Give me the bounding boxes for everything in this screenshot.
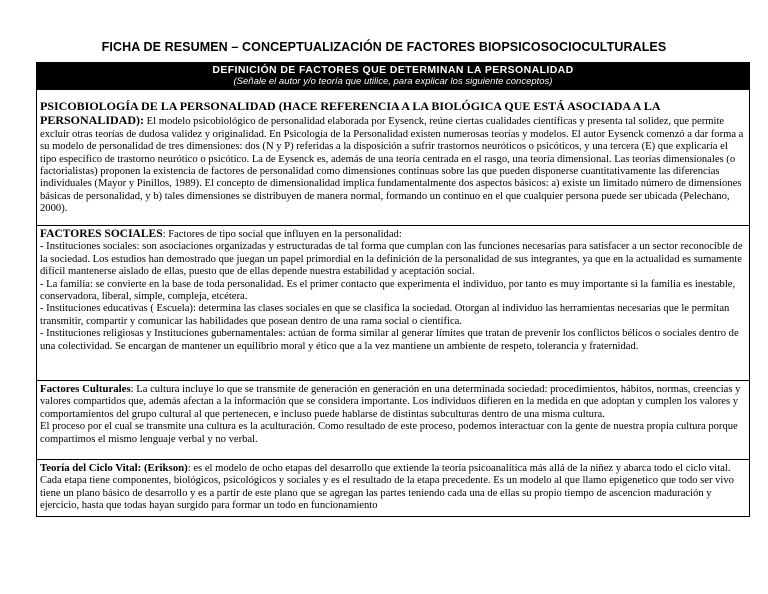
header-band	[37, 63, 749, 90]
ciclo-vital-body: : es el modelo de ocho etapas del desarrollo que extiende la teoría psicoanalítica más allá de la niñez y abarca todo el ciclo vital. Cada etapa tiene componentes, biológicos, psicológicos y sociales y es el resultado de la etapa precedente. Es un modelo al que llamo epigenetico que todo ser vivo tiene un plano básico de desarrollo y es a partir de este plano que se agregan las partes teniendo cada una de ellas su propio tiempo de ascencion maduración y ejercicio, hasta que todas hayan surgido para formar un todo en funcionamiento	[40, 463, 734, 512]
header-subtitle: (Señale el autor y/o teoría que utilice, para explicar los siguiente conceptos)	[233, 76, 553, 87]
culturales-body: : La cultura incluye lo que se transmite de generación en generación en una determinada sociedad: procedimientos, hábitos, normas, creencias y valores compartidos que, además afectan a la información que se considera importante. Los individuos difieren en la medida en que adoptan y cumplen los valores y comportamientos del grupo cultural al que pertenecen, e incluso puede hablarse de distintas subculturas dentro de una misma cultura.	[40, 384, 741, 420]
sociales-intro: : Factores de tipo social que influyen en la personalidad:	[162, 229, 402, 240]
summary-sheet	[36, 62, 750, 517]
sociales-item: - Instituciones sociales: son asociaciones organizadas y estructuradas de tal forma que cumplan con las funciones necesarias para satisfacer a un sector reconocible de la sociedad. Los estudios han demostrado que juegan un papel primordial en la definición de la personalidad de sus integrantes, ya que en la actualidad es sumamente difícil mantenerse aislado de ellas, puesto que de ellas depende nuestra estabilidad y aceptación social.	[40, 241, 743, 278]
section-ciclo-vital	[37, 460, 749, 516]
culturales-paragraph-2: El proceso por el cual se transmite una cultura es la aculturación. Como resultado de este proceso, podemos interactuar con la gente de nuestra propia cultura porque compartimos el mismo lenguaje verbal y no verbal.	[40, 421, 738, 445]
document-title: FICHA DE RESUMEN – CONCEPTUALIZACIÓN DE FACTORES BIOPSICOSOCIOCULTURALES	[101, 40, 667, 54]
sociales-item: - La familia: se convierte en la base de toda personalidad. Es el primer contacto que experimenta el individuo, por tanto es muy importante si la familia es inestable, conservadora, liberal, simple, compleja, etcétera.	[40, 278, 736, 303]
section-psicobiologia	[37, 90, 749, 226]
section-factores-culturales	[37, 381, 749, 460]
header-title: DEFINICIÓN DE FACTORES QUE DETERMINAN LA PERSONALIDAD	[212, 64, 574, 76]
culturales-heading: Factores Culturales	[40, 383, 131, 395]
ciclo-vital-paragraph	[40, 462, 746, 513]
psicobiologia-heading: PSICOBIOLOGÍA DE LA PERSONALIDAD (HACE REFERENCIA A LA BIOLÓGICA QUE ESTÁ ASOCIADA A LA PERSONALIDAD):	[40, 99, 660, 128]
ciclo-vital-heading: Teoría del Ciclo Vital: (Erikson)	[40, 462, 188, 474]
sociales-heading: FACTORES SOCIALES	[40, 228, 163, 240]
sociales-intro-paragraph	[40, 228, 746, 241]
psicobiologia-body: El modelo psicobiológico de personalidad elaborada por Eysenck, reúne ciertas cualidades científicas y presenta tal solidez, que permite excluir otras teorías de dudosa validez y originalidad. En Psicología de la Personalidad existen numerosas teorías y modelos. El autor Eysenck comenzó a dar forma a su modelo de personalidad de tres dimensiones: dos (N y P) referidas a la disposición a sufrir trastornos neuróticos o psicóticos, y una tercera (E) que explicaría el tipo específico de trastorno neurótico o psicótico. La de Eysenck es, además de una teoría centrada en el rasgo, una teoría dimensional. Las teorías dimensionales (o factorialistas) proponen la existencia de factores de personalidad como dimensiones continuas sobre las que pueden disponerse cuantitativamente las diferencias individuales (Mayor y Pinillos, 1989). El concepto de dimensionalidad implica fundamentalmente dos aspectos básicos: a) existe un limitado número de dimensiones básicas de personalidad, y b) tales dimensiones se distribuyen de manera normal, formando un continuo en el que cualquier persona puede ser ubicada (Pelechano, 2000).	[40, 116, 744, 215]
sociales-item: - Instituciones religiosas y Instituciones gubernamentales: actúan de forma similar al generar límites que tratan de prevenir los conflictos bélicos o sociales dentro de una colectividad. Se encargan de mantener un equilibrio moral y ético que a la vez mantiene un ambiente de respeto, tolerancia y fraternidad.	[40, 328, 739, 352]
section-factores-sociales	[37, 226, 749, 381]
sociales-item: - Instituciones educativas ( Escuela): determina las clases sociales en que se clasifica la sociedad. Otorgan al individuo las herramientas necesarias que le permitan transmitir, compartir y comunicar las habilidades que posean dentro de una rama social o científica.	[40, 303, 730, 327]
psicobiologia-paragraph	[40, 100, 746, 216]
culturales-paragraph	[40, 383, 746, 421]
